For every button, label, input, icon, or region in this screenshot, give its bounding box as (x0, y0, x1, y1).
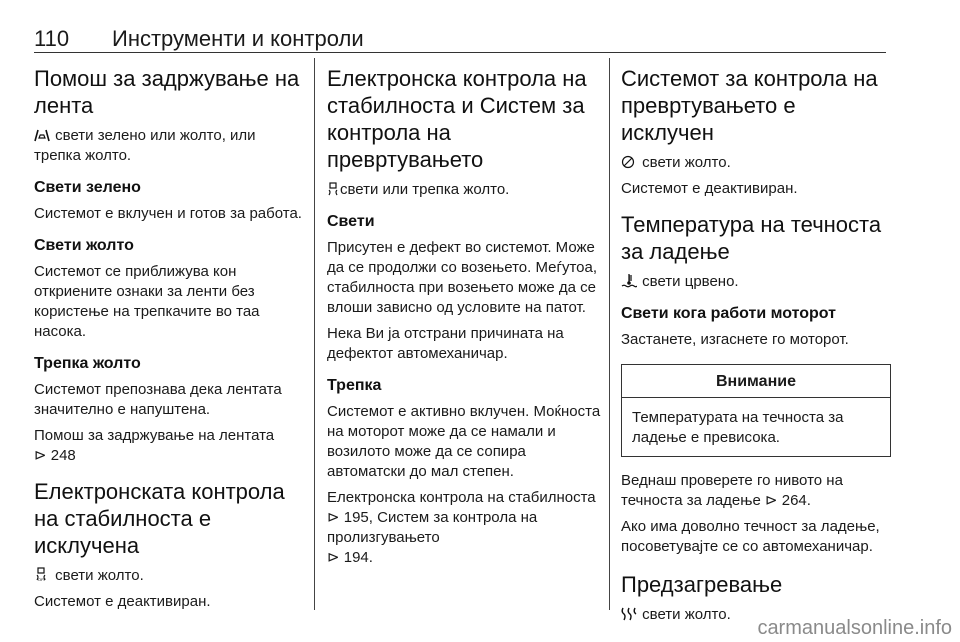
text-check-coolant: Веднаш проверете го нивото на течноста за ладење ⊳ 264. (621, 472, 843, 509)
glow-plug-icon (621, 605, 638, 625)
text-lit-yellow: Системот се приближува кон откриените ознаки за ленти без користење на трепкачите во таа насока. (34, 263, 260, 340)
heading-flash-yellow: Трепка жолто (34, 355, 141, 372)
section-title-lane-assist: Помош за задржување на лента (34, 66, 300, 118)
coolant-intro: свети црвено. (621, 272, 891, 292)
lane-assist-intro: свети зелено или жолто, или трепка жолто. (34, 127, 256, 164)
esc-off-text: Системот е деактивиран. (34, 593, 211, 610)
text-consult-mechanic: Ако има доволно течност за ладење, посоветувајте се со автомеханичар. (621, 518, 880, 555)
header-rule (34, 52, 886, 53)
heading-lit-engine-running: Свети кога работи моторот (621, 305, 836, 322)
page-reference-arrow-icon: ⊳ (764, 492, 778, 509)
heading-lit: Свети (327, 213, 375, 230)
page-reference-arrow-icon: ⊳ (327, 549, 340, 566)
text-lit-green: Системот е вклучен и готов за работа. (34, 205, 302, 222)
text-lit-1: Присутен е дефект во системот. Може да се продолжи со возењето. Меѓутоа, стабилноста при возењето може да се влоши зависно од условите на патот. (327, 239, 597, 316)
section-title-preheat: Предзагревање (621, 572, 783, 597)
column-divider-1 (314, 58, 315, 610)
chapter-title: Инструменти и контроли (112, 26, 364, 51)
esc-skid-icon (327, 180, 340, 200)
page-reference-arrow-icon: ⊳ (327, 509, 340, 526)
watermark: carmanualsonline.info (757, 617, 952, 639)
rollover-off-text: Системот е деактивиран. (621, 180, 798, 197)
text-flash-yellow: Системот препознава дека лентата значително е напуштена. (34, 381, 282, 418)
page-reference-arrow-icon: ⊳ (34, 447, 47, 464)
column-divider-2 (609, 58, 610, 610)
heading-lit-yellow: Свети жолто (34, 237, 134, 254)
esc-off-icon (34, 566, 51, 586)
lane-assist-reference: Помош за задржување на лентата ⊳ 248 (34, 427, 275, 464)
section-title-coolant: Температура на течноста за ладење (621, 212, 882, 264)
notice-title: Внимание (622, 365, 890, 398)
coolant-temperature-icon (621, 272, 638, 292)
page-number: 110 (34, 26, 70, 51)
heading-lit-green: Свети зелено (34, 179, 141, 196)
section-title-esc-off: Електронската контрола на стабилноста е исклучена (34, 479, 285, 558)
warning-notice (621, 364, 891, 457)
svg-text:OFF: OFF (38, 577, 46, 582)
section-title-esc: Електронска контрола на стабилноста и Систем за контрола на превртувањето (327, 66, 587, 172)
preheat-intro: свети жолто. (621, 605, 891, 625)
esc-intro: свети или трепка жолто. (327, 180, 605, 200)
notice-text: Температурата на течноста за ладење е превисока. (632, 409, 844, 446)
heading-flash: Трепка (327, 377, 382, 394)
column-3 (621, 60, 891, 631)
rollover-off-icon (621, 153, 638, 173)
text-flash: Системот е активно вклучен. Моќноста на моторот може да се намали и возилото може да се сопира автоматски до мал степен. (327, 403, 601, 480)
section-title-rollover-off: Системот за контрола на превртувањето е исклучен (621, 66, 878, 145)
text-stop-engine: Застанете, изгаснете го моторот. (621, 331, 849, 348)
column-2 (327, 60, 605, 574)
esc-off-intro: OFF свети жолто. (34, 566, 306, 586)
column-1 (34, 60, 306, 618)
lane-assist-icon (34, 126, 51, 146)
text-lit-2: Нека Ви ја отстрани причината на дефектот автомеханичар. (327, 325, 564, 362)
rollover-off-intro: свети жолто. (621, 153, 891, 173)
esc-references: Електронска контрола на стабилноста ⊳ 195, Систем за контрола на пролизгувањето ⊳ 194. (327, 489, 596, 566)
page-header (34, 26, 886, 52)
